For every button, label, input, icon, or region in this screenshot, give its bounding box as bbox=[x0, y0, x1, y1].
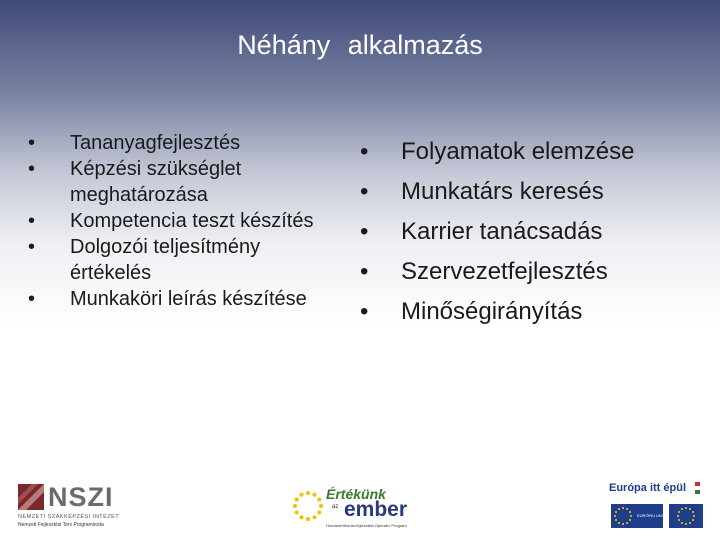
ember-word: ember bbox=[344, 498, 408, 521]
az-word: az bbox=[332, 504, 339, 510]
right-bullet-item: • Folyamatok elemzése bbox=[360, 132, 705, 172]
left-bullet-list bbox=[28, 130, 318, 312]
eu-flag-icon bbox=[611, 504, 666, 528]
left-bullet-item: • Dolgozói teljesítmény értékelés bbox=[28, 234, 318, 286]
sun-icon bbox=[292, 490, 324, 522]
ertekunk-word: Értékünk bbox=[326, 486, 386, 502]
slide-title: Néhány alkalmazás bbox=[237, 30, 483, 60]
footer-logos bbox=[0, 476, 720, 540]
eu-label: EURÓPAI UNIÓ bbox=[637, 513, 666, 518]
left-bullet-item: • Kompetencia teszt készítés bbox=[28, 208, 318, 234]
hungary-flag-icon bbox=[695, 482, 700, 494]
ertekunk-subtitle: Humánerőforrás-fejlesztési Operatív Program bbox=[326, 523, 407, 528]
eu-stars-icon bbox=[611, 504, 635, 528]
ertekunk-logo bbox=[292, 486, 412, 530]
right-bullet-item: • Szervezetfejlesztés bbox=[360, 252, 705, 292]
right-bullet-item: • Karrier tanácsadás bbox=[360, 212, 705, 252]
eu-stars-icon bbox=[669, 504, 703, 528]
left-bullet-item: • Tananyagfejlesztés bbox=[28, 130, 318, 156]
europa-logo bbox=[605, 482, 705, 534]
right-bullet-item: • Munkatárs keresés bbox=[360, 172, 705, 212]
nszi-subtitle-2: Nemzeti Fejlesztési Terv Programiroda bbox=[18, 522, 104, 528]
nszi-logo bbox=[18, 484, 128, 532]
right-bullet-list bbox=[360, 132, 705, 332]
left-bullet-item: • Képzési szükséglet meghatározása bbox=[28, 156, 318, 208]
eu-flag-icon bbox=[669, 504, 703, 528]
nszi-mark-icon bbox=[18, 484, 44, 510]
right-bullet-item: • Minőségirányítás bbox=[360, 292, 705, 332]
nszi-name: NSZI bbox=[48, 482, 114, 512]
europa-text: Európa itt épül bbox=[609, 482, 686, 494]
nszi-subtitle: NEMZETI SZAKKÉPZÉSI INTÉZET bbox=[18, 514, 120, 520]
left-bullet-item: • Munkaköri leírás készítése bbox=[28, 286, 318, 312]
